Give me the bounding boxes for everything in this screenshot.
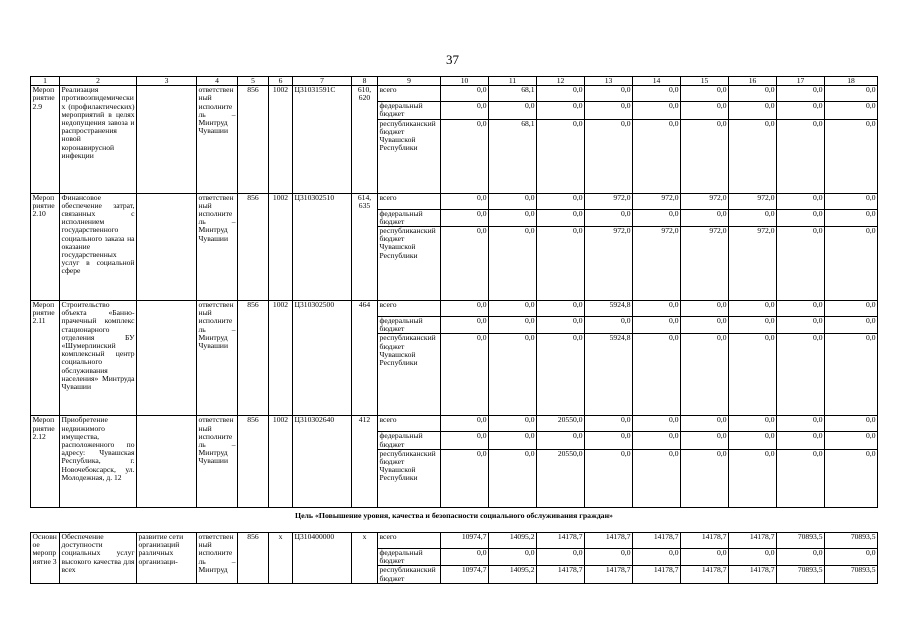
- amount-cell: 14095,2: [489, 533, 537, 549]
- section-code-cell: 1002: [269, 301, 293, 416]
- table-row: [31, 533, 878, 549]
- amount-cell: 0,0: [825, 317, 878, 334]
- amount-cell: 0,0: [585, 119, 633, 193]
- funding-source-cell: федеральный бюджет: [378, 317, 441, 334]
- amount-cell: 0,0: [489, 449, 537, 507]
- column-header: 5: [238, 77, 269, 86]
- amount-cell: 0,0: [633, 334, 681, 416]
- column-header: 10: [441, 77, 489, 86]
- amount-cell: 0,0: [777, 301, 825, 317]
- amount-cell: 0,0: [537, 86, 585, 102]
- amount-cell: 0,0: [777, 449, 825, 507]
- section-code-cell: 1002: [269, 193, 293, 300]
- amount-cell: 972,0: [585, 193, 633, 209]
- measure-task-cell: [137, 193, 197, 300]
- funding-source-cell: республиканский бюджет Чувашской Республики: [378, 334, 441, 416]
- measure-task-cell: [137, 416, 197, 507]
- amount-cell: 14178,7: [537, 533, 585, 549]
- amount-cell: 0,0: [777, 119, 825, 193]
- amount-cell: 0,0: [729, 432, 777, 449]
- amount-cell: 0,0: [633, 317, 681, 334]
- amount-cell: 0,0: [633, 416, 681, 432]
- responsible-cell: ответственный исполнитель – Минтруд Чувашии: [197, 416, 238, 507]
- amount-cell: 0,0: [537, 193, 585, 209]
- table-row: [31, 193, 878, 209]
- amount-cell: 14095,2: [489, 566, 537, 584]
- amount-cell: 0,0: [825, 209, 878, 226]
- expense-type-cell: 610, 620: [352, 86, 378, 193]
- amount-cell: 0,0: [585, 317, 633, 334]
- header-row: [31, 77, 878, 86]
- amount-cell: 5924,8: [585, 334, 633, 416]
- column-header: 17: [777, 77, 825, 86]
- amount-cell: 0,0: [585, 432, 633, 449]
- funding-source-cell: федеральный бюджет: [378, 102, 441, 119]
- amount-cell: 20550,0: [537, 449, 585, 507]
- amount-cell: 0,0: [825, 193, 878, 209]
- amount-cell: 0,0: [729, 119, 777, 193]
- section-code-cell: 1002: [269, 86, 293, 193]
- funding-source-cell: федеральный бюджет: [378, 549, 441, 566]
- responsible-cell: ответственный исполнитель – Минтруд Чувашии: [197, 301, 238, 416]
- column-header: 16: [729, 77, 777, 86]
- amount-cell: 972,0: [729, 227, 777, 301]
- amount-cell: 0,0: [681, 317, 729, 334]
- funding-source-cell: республиканский бюджет Чувашской Республики: [378, 227, 441, 301]
- responsible-cell: ответственный исполнитель – Минтруд: [197, 533, 238, 584]
- amount-cell: 0,0: [633, 86, 681, 102]
- amount-cell: 0,0: [777, 549, 825, 566]
- amount-cell: 0,0: [729, 416, 777, 432]
- column-header: 11: [489, 77, 537, 86]
- funding-source-cell: республиканский бюджет: [378, 566, 441, 584]
- amount-cell: 0,0: [489, 209, 537, 226]
- amount-cell: 0,0: [489, 227, 537, 301]
- amount-cell: 0,0: [825, 432, 878, 449]
- amount-cell: 0,0: [633, 432, 681, 449]
- expense-type-cell: 412: [352, 416, 378, 507]
- funding-source-cell: федеральный бюджет: [378, 209, 441, 226]
- amount-cell: 14178,7: [681, 533, 729, 549]
- measure-id-cell: Мероприятие 2.11: [31, 301, 60, 416]
- target-code-cell: Ц310302500: [293, 301, 352, 416]
- amount-cell: 14178,7: [585, 566, 633, 584]
- target-code-cell: Ц31031591С: [293, 86, 352, 193]
- amount-cell: 972,0: [633, 227, 681, 301]
- amount-cell: 0,0: [729, 317, 777, 334]
- measure-name-cell: Реализация противоэпидемических (профилактических) мероприятий в целях недопущения завоза и распространения новой коронавирусной инфекции: [60, 86, 137, 193]
- amount-cell: 0,0: [441, 301, 489, 317]
- measure-task-cell: [137, 301, 197, 416]
- amount-cell: 0,0: [825, 102, 878, 119]
- amount-cell: 14178,7: [633, 566, 681, 584]
- amount-cell: 0,0: [825, 334, 878, 416]
- amount-cell: 0,0: [537, 317, 585, 334]
- funding-source-cell: республиканский бюджет Чувашской Республики: [378, 119, 441, 193]
- column-header: 8: [352, 77, 378, 86]
- expense-type-cell: 614, 635: [352, 193, 378, 300]
- amount-cell: 0,0: [777, 227, 825, 301]
- amount-cell: 0,0: [537, 119, 585, 193]
- amount-cell: 0,0: [729, 301, 777, 317]
- program-table: [30, 76, 878, 584]
- amount-cell: 0,0: [729, 102, 777, 119]
- amount-cell: 0,0: [441, 549, 489, 566]
- amount-cell: 0,0: [585, 449, 633, 507]
- amount-cell: 0,0: [489, 432, 537, 449]
- amount-cell: 0,0: [489, 193, 537, 209]
- grbs-code-cell: 856: [238, 301, 269, 416]
- amount-cell: 0,0: [489, 416, 537, 432]
- amount-cell: 972,0: [585, 227, 633, 301]
- responsible-cell: ответственный исполнитель – Минтруд Чувашии: [197, 193, 238, 300]
- column-header: 14: [633, 77, 681, 86]
- measure-name-cell: Строительство объекта «Банно-прачечный комплекс стационарного отделения БУ «Шумерлинский комплексный центр социального обслуживания населения» Минтруда Чувашии: [60, 301, 137, 416]
- measure-id-cell: Мероприятие 2.9: [31, 86, 60, 193]
- amount-cell: 0,0: [441, 102, 489, 119]
- amount-cell: 68,1: [489, 86, 537, 102]
- amount-cell: 972,0: [729, 193, 777, 209]
- amount-cell: 0,0: [681, 102, 729, 119]
- column-header: 4: [197, 77, 238, 86]
- amount-cell: 0,0: [441, 432, 489, 449]
- amount-cell: 0,0: [825, 119, 878, 193]
- amount-cell: 0,0: [633, 119, 681, 193]
- amount-cell: 0,0: [777, 102, 825, 119]
- amount-cell: 0,0: [825, 449, 878, 507]
- amount-cell: 0,0: [777, 334, 825, 416]
- column-header: 7: [293, 77, 352, 86]
- amount-cell: 0,0: [729, 86, 777, 102]
- amount-cell: 0,0: [681, 334, 729, 416]
- grbs-code-cell: 856: [238, 193, 269, 300]
- amount-cell: 0,0: [537, 227, 585, 301]
- column-header: 2: [60, 77, 137, 86]
- measure-task-cell: [137, 86, 197, 193]
- amount-cell: 0,0: [777, 86, 825, 102]
- column-header: 15: [681, 77, 729, 86]
- funding-source-cell: республиканский бюджет Чувашской Республики: [378, 449, 441, 507]
- target-code-cell: Ц310302640: [293, 416, 352, 507]
- section-code-cell: 1002: [269, 416, 293, 507]
- funding-source-cell: всего: [378, 301, 441, 317]
- amount-cell: 0,0: [633, 449, 681, 507]
- expense-type-cell: 464: [352, 301, 378, 416]
- amount-cell: 5924,8: [585, 301, 633, 317]
- amount-cell: 0,0: [729, 209, 777, 226]
- amount-cell: 0,0: [729, 549, 777, 566]
- amount-cell: 0,0: [681, 301, 729, 317]
- amount-cell: 10974,7: [441, 566, 489, 584]
- amount-cell: 0,0: [537, 102, 585, 119]
- expense-type-cell: х: [352, 533, 378, 584]
- amount-cell: 0,0: [633, 209, 681, 226]
- amount-cell: 0,0: [585, 86, 633, 102]
- amount-cell: 972,0: [633, 193, 681, 209]
- amount-cell: 70893,5: [825, 533, 878, 549]
- amount-cell: 0,0: [633, 102, 681, 119]
- amount-cell: 0,0: [585, 549, 633, 566]
- column-header: 6: [269, 77, 293, 86]
- measure-id-cell: Мероприятие 2.12: [31, 416, 60, 507]
- amount-cell: 68,1: [489, 119, 537, 193]
- amount-cell: 20550,0: [537, 416, 585, 432]
- amount-cell: 0,0: [441, 449, 489, 507]
- measure-task-cell: развитие сети организаций различных организаци-: [137, 533, 197, 584]
- amount-cell: 0,0: [537, 432, 585, 449]
- amount-cell: 0,0: [825, 86, 878, 102]
- section-code-cell: х: [269, 533, 293, 584]
- amount-cell: 14178,7: [537, 566, 585, 584]
- responsible-cell: ответственный исполнитель – Минтруд Чувашии: [197, 86, 238, 193]
- amount-cell: 0,0: [633, 301, 681, 317]
- grbs-code-cell: 856: [238, 533, 269, 584]
- table-row: [31, 416, 878, 432]
- page-number: 37: [446, 52, 459, 67]
- amount-cell: 0,0: [489, 301, 537, 317]
- funding-source-cell: всего: [378, 533, 441, 549]
- amount-cell: 0,0: [729, 449, 777, 507]
- amount-cell: 0,0: [489, 549, 537, 566]
- grbs-code-cell: 856: [238, 416, 269, 507]
- column-header: 9: [378, 77, 441, 86]
- amount-cell: 0,0: [681, 86, 729, 102]
- column-header: 18: [825, 77, 878, 86]
- amount-cell: 0,0: [777, 432, 825, 449]
- column-header: 12: [537, 77, 585, 86]
- measure-name-cell: Обеспечение доступности социальных услуг высокого качества для всех: [60, 533, 137, 584]
- amount-cell: 70893,5: [825, 566, 878, 584]
- amount-cell: 0,0: [441, 317, 489, 334]
- amount-cell: 0,0: [681, 416, 729, 432]
- amount-cell: 0,0: [585, 416, 633, 432]
- amount-cell: 0,0: [537, 334, 585, 416]
- amount-cell: 10974,7: [441, 533, 489, 549]
- amount-cell: 0,0: [537, 301, 585, 317]
- measure-id-cell: Основное мероприятие 3: [31, 533, 60, 584]
- amount-cell: 0,0: [777, 193, 825, 209]
- amount-cell: 0,0: [825, 227, 878, 301]
- table-row: [31, 301, 878, 317]
- goal-row: [31, 507, 878, 532]
- amount-cell: 0,0: [681, 209, 729, 226]
- target-code-cell: Ц310400000: [293, 533, 352, 584]
- amount-cell: 70893,5: [777, 566, 825, 584]
- amount-cell: 0,0: [489, 334, 537, 416]
- amount-cell: 0,0: [441, 193, 489, 209]
- amount-cell: 14178,7: [729, 566, 777, 584]
- amount-cell: 0,0: [537, 209, 585, 226]
- amount-cell: 0,0: [585, 102, 633, 119]
- amount-cell: 972,0: [681, 227, 729, 301]
- funding-source-cell: всего: [378, 86, 441, 102]
- measure-name-cell: Приобретение недвижимого имущества, расположенного по адресу: Чувашская Республика, г. Новочебоксарск, ул. Молодежная, д. 12: [60, 416, 137, 507]
- grbs-code-cell: 856: [238, 86, 269, 193]
- amount-cell: 0,0: [681, 549, 729, 566]
- amount-cell: 70893,5: [777, 533, 825, 549]
- amount-cell: 0,0: [441, 334, 489, 416]
- amount-cell: 0,0: [729, 334, 777, 416]
- amount-cell: 0,0: [777, 209, 825, 226]
- funding-source-cell: всего: [378, 193, 441, 209]
- goal-title: Цель «Повышение уровня, качества и безопасности социального обслуживания граждан»: [31, 507, 878, 532]
- amount-cell: 0,0: [681, 432, 729, 449]
- amount-cell: 0,0: [825, 549, 878, 566]
- amount-cell: 14178,7: [585, 533, 633, 549]
- amount-cell: 0,0: [441, 209, 489, 226]
- column-header: 13: [585, 77, 633, 86]
- amount-cell: 0,0: [681, 119, 729, 193]
- table-row: [31, 86, 878, 102]
- amount-cell: 0,0: [441, 86, 489, 102]
- column-header: 3: [137, 77, 197, 86]
- amount-cell: 0,0: [633, 549, 681, 566]
- amount-cell: 14178,7: [633, 533, 681, 549]
- measure-name-cell: Финансовое обеспечение затрат, связанных с исполнением государственного социального заказа на оказание государственных услуг в социальной сфере: [60, 193, 137, 300]
- column-header: 1: [31, 77, 60, 86]
- target-code-cell: Ц310302510: [293, 193, 352, 300]
- amount-cell: 14178,7: [681, 566, 729, 584]
- funding-source-cell: всего: [378, 416, 441, 432]
- amount-cell: 0,0: [537, 549, 585, 566]
- funding-source-cell: федеральный бюджет: [378, 432, 441, 449]
- amount-cell: 972,0: [681, 193, 729, 209]
- amount-cell: 0,0: [489, 102, 537, 119]
- amount-cell: 0,0: [441, 119, 489, 193]
- amount-cell: 0,0: [777, 317, 825, 334]
- amount-cell: 14178,7: [729, 533, 777, 549]
- amount-cell: 0,0: [441, 227, 489, 301]
- amount-cell: 0,0: [825, 416, 878, 432]
- amount-cell: 0,0: [825, 301, 878, 317]
- amount-cell: 0,0: [681, 449, 729, 507]
- amount-cell: 0,0: [585, 209, 633, 226]
- amount-cell: 0,0: [777, 416, 825, 432]
- measure-id-cell: Мероприятие 2.10: [31, 193, 60, 300]
- amount-cell: 0,0: [489, 317, 537, 334]
- amount-cell: 0,0: [441, 416, 489, 432]
